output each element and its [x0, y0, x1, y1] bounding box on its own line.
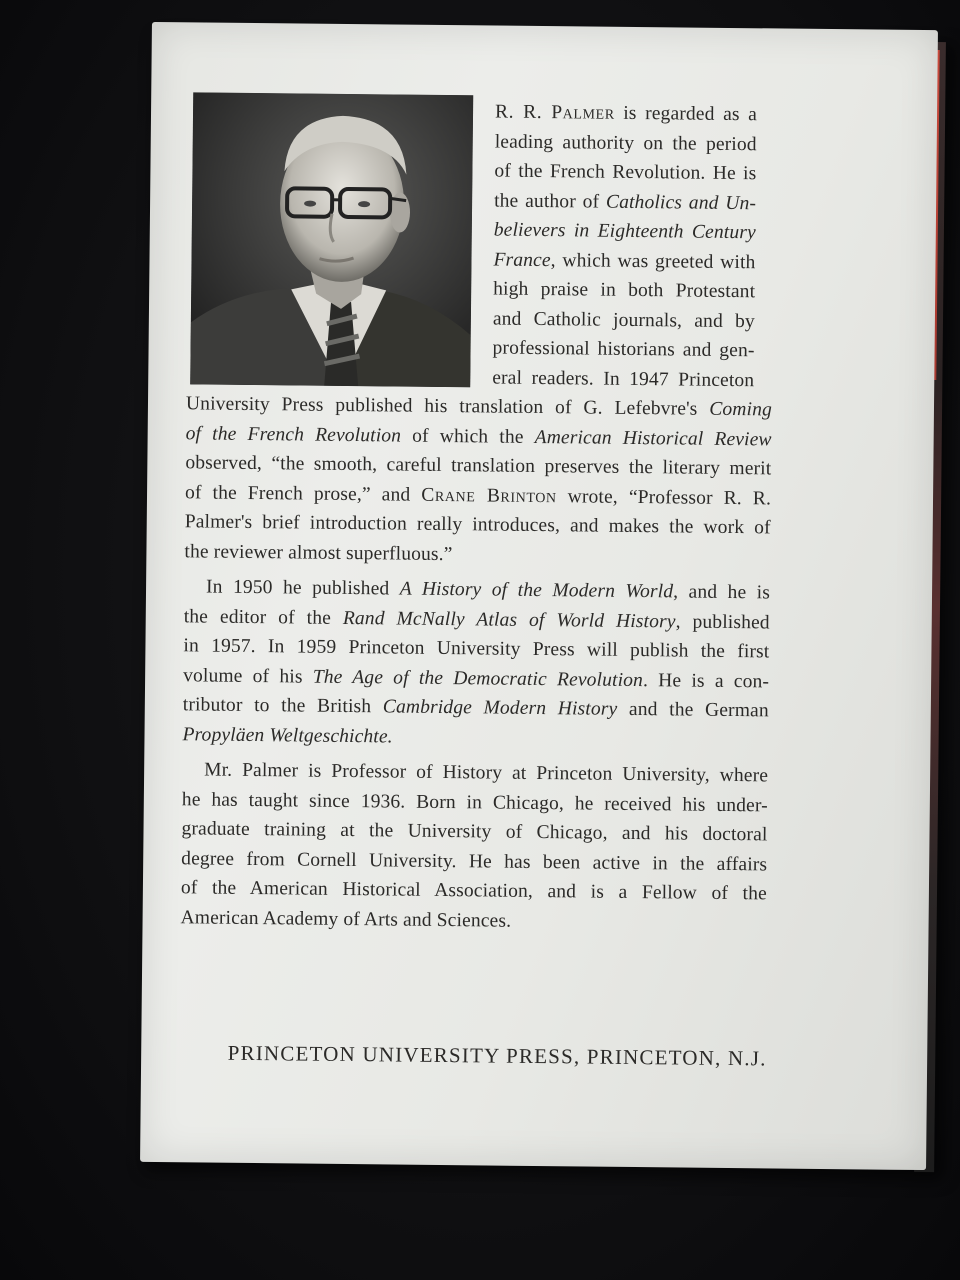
journal-title: American Historical Review — [534, 426, 772, 450]
book-title: Cambridge Modern History — [382, 696, 618, 720]
blurb-text: tributor to the British — [182, 694, 383, 718]
blurb-text: the editor of the — [183, 605, 344, 629]
blurb-text: . He is a con- — [642, 669, 770, 692]
blurb-body — [180, 389, 772, 938]
book-title: The Age of the Democratic Revolution — [312, 666, 644, 691]
blurb-line — [493, 245, 755, 277]
blurb-line — [494, 186, 756, 218]
blurb-text: In 1950 he published — [205, 576, 400, 600]
blurb-line: in 1957. In 1959 Princeton University Press will publish the first — [183, 635, 770, 663]
book-title: France — [493, 249, 551, 271]
blurb-line: observed, “the smooth, careful translation preserves the literary merit — [185, 452, 772, 480]
author-portrait — [190, 92, 473, 387]
blurb-line — [495, 98, 757, 130]
author-name: R. R. Palmer — [494, 101, 615, 124]
author-portrait-image — [190, 92, 473, 387]
blurb-intro-column — [492, 98, 757, 396]
book-title: A History of the Modern World — [399, 578, 674, 603]
blurb-line: leading authority on the period — [494, 131, 757, 155]
book-title: Rand McNally Atlas of World History — [342, 607, 676, 632]
blurb-text: of which the — [401, 425, 535, 448]
book-title-line: believers in Eighteenth Century — [493, 219, 756, 244]
blurb-text: , which was greeted with — [550, 249, 756, 273]
book-title: of the French Revolution — [185, 422, 402, 447]
blurb-line: American Academy of Arts and Sciences. — [180, 906, 512, 932]
blurb-text: is regarded as a — [614, 102, 758, 126]
critic-name: Crane Brinton — [421, 484, 557, 507]
blurb-text: wrote, “Professor R. R. — [556, 485, 772, 509]
blurb-line: professional historians and gen- — [492, 337, 755, 362]
publisher-imprint: PRINCETON UNIVERSITY PRESS, PRINCETON, N.J. — [227, 1040, 767, 1071]
blurb-text: volume of his — [183, 664, 313, 688]
blurb-line: Mr. Palmer is Professor of History at Princeton University, where — [204, 759, 769, 787]
blurb-text: , published — [675, 610, 770, 633]
blurb-line: the reviewer almost superfluous.” — [184, 540, 453, 565]
blurb-text: of the French prose,” and — [184, 481, 422, 506]
blurb-line: of the American Historical Association, and is a Fellow of the — [180, 877, 768, 905]
blurb-line: Palmer's brief introduction really introduces, and makes the work of — [184, 511, 771, 539]
book-title: Coming — [709, 398, 773, 421]
book-title-line: Propyläen Weltgeschichte. — [182, 723, 393, 747]
blurb-text: and the German — [617, 698, 769, 722]
blurb-line: of the French Revolution. He is — [494, 160, 757, 185]
blurb-line: and Catholic journals, and by — [492, 308, 755, 332]
book-title: Catholics and Un- — [605, 191, 757, 214]
book-back-cover — [140, 22, 938, 1170]
blurb-text: University Press published his translation of G. Lefebvre's — [185, 393, 710, 420]
blurb-line: he has taught since 1936. Born in Chicago, he received his under- — [181, 788, 768, 816]
blurb-text: the author of — [494, 190, 607, 213]
blurb-line: degree from Cornell University. He has been active in the affairs — [181, 847, 768, 875]
blurb-line: high praise in both Protestant — [493, 278, 756, 303]
blurb-text: , and he is — [673, 581, 771, 604]
blurb-line: eral readers. In 1947 Princeton — [492, 366, 755, 391]
blurb-line: graduate training at the University of Chicago, and his doctoral — [181, 818, 768, 846]
